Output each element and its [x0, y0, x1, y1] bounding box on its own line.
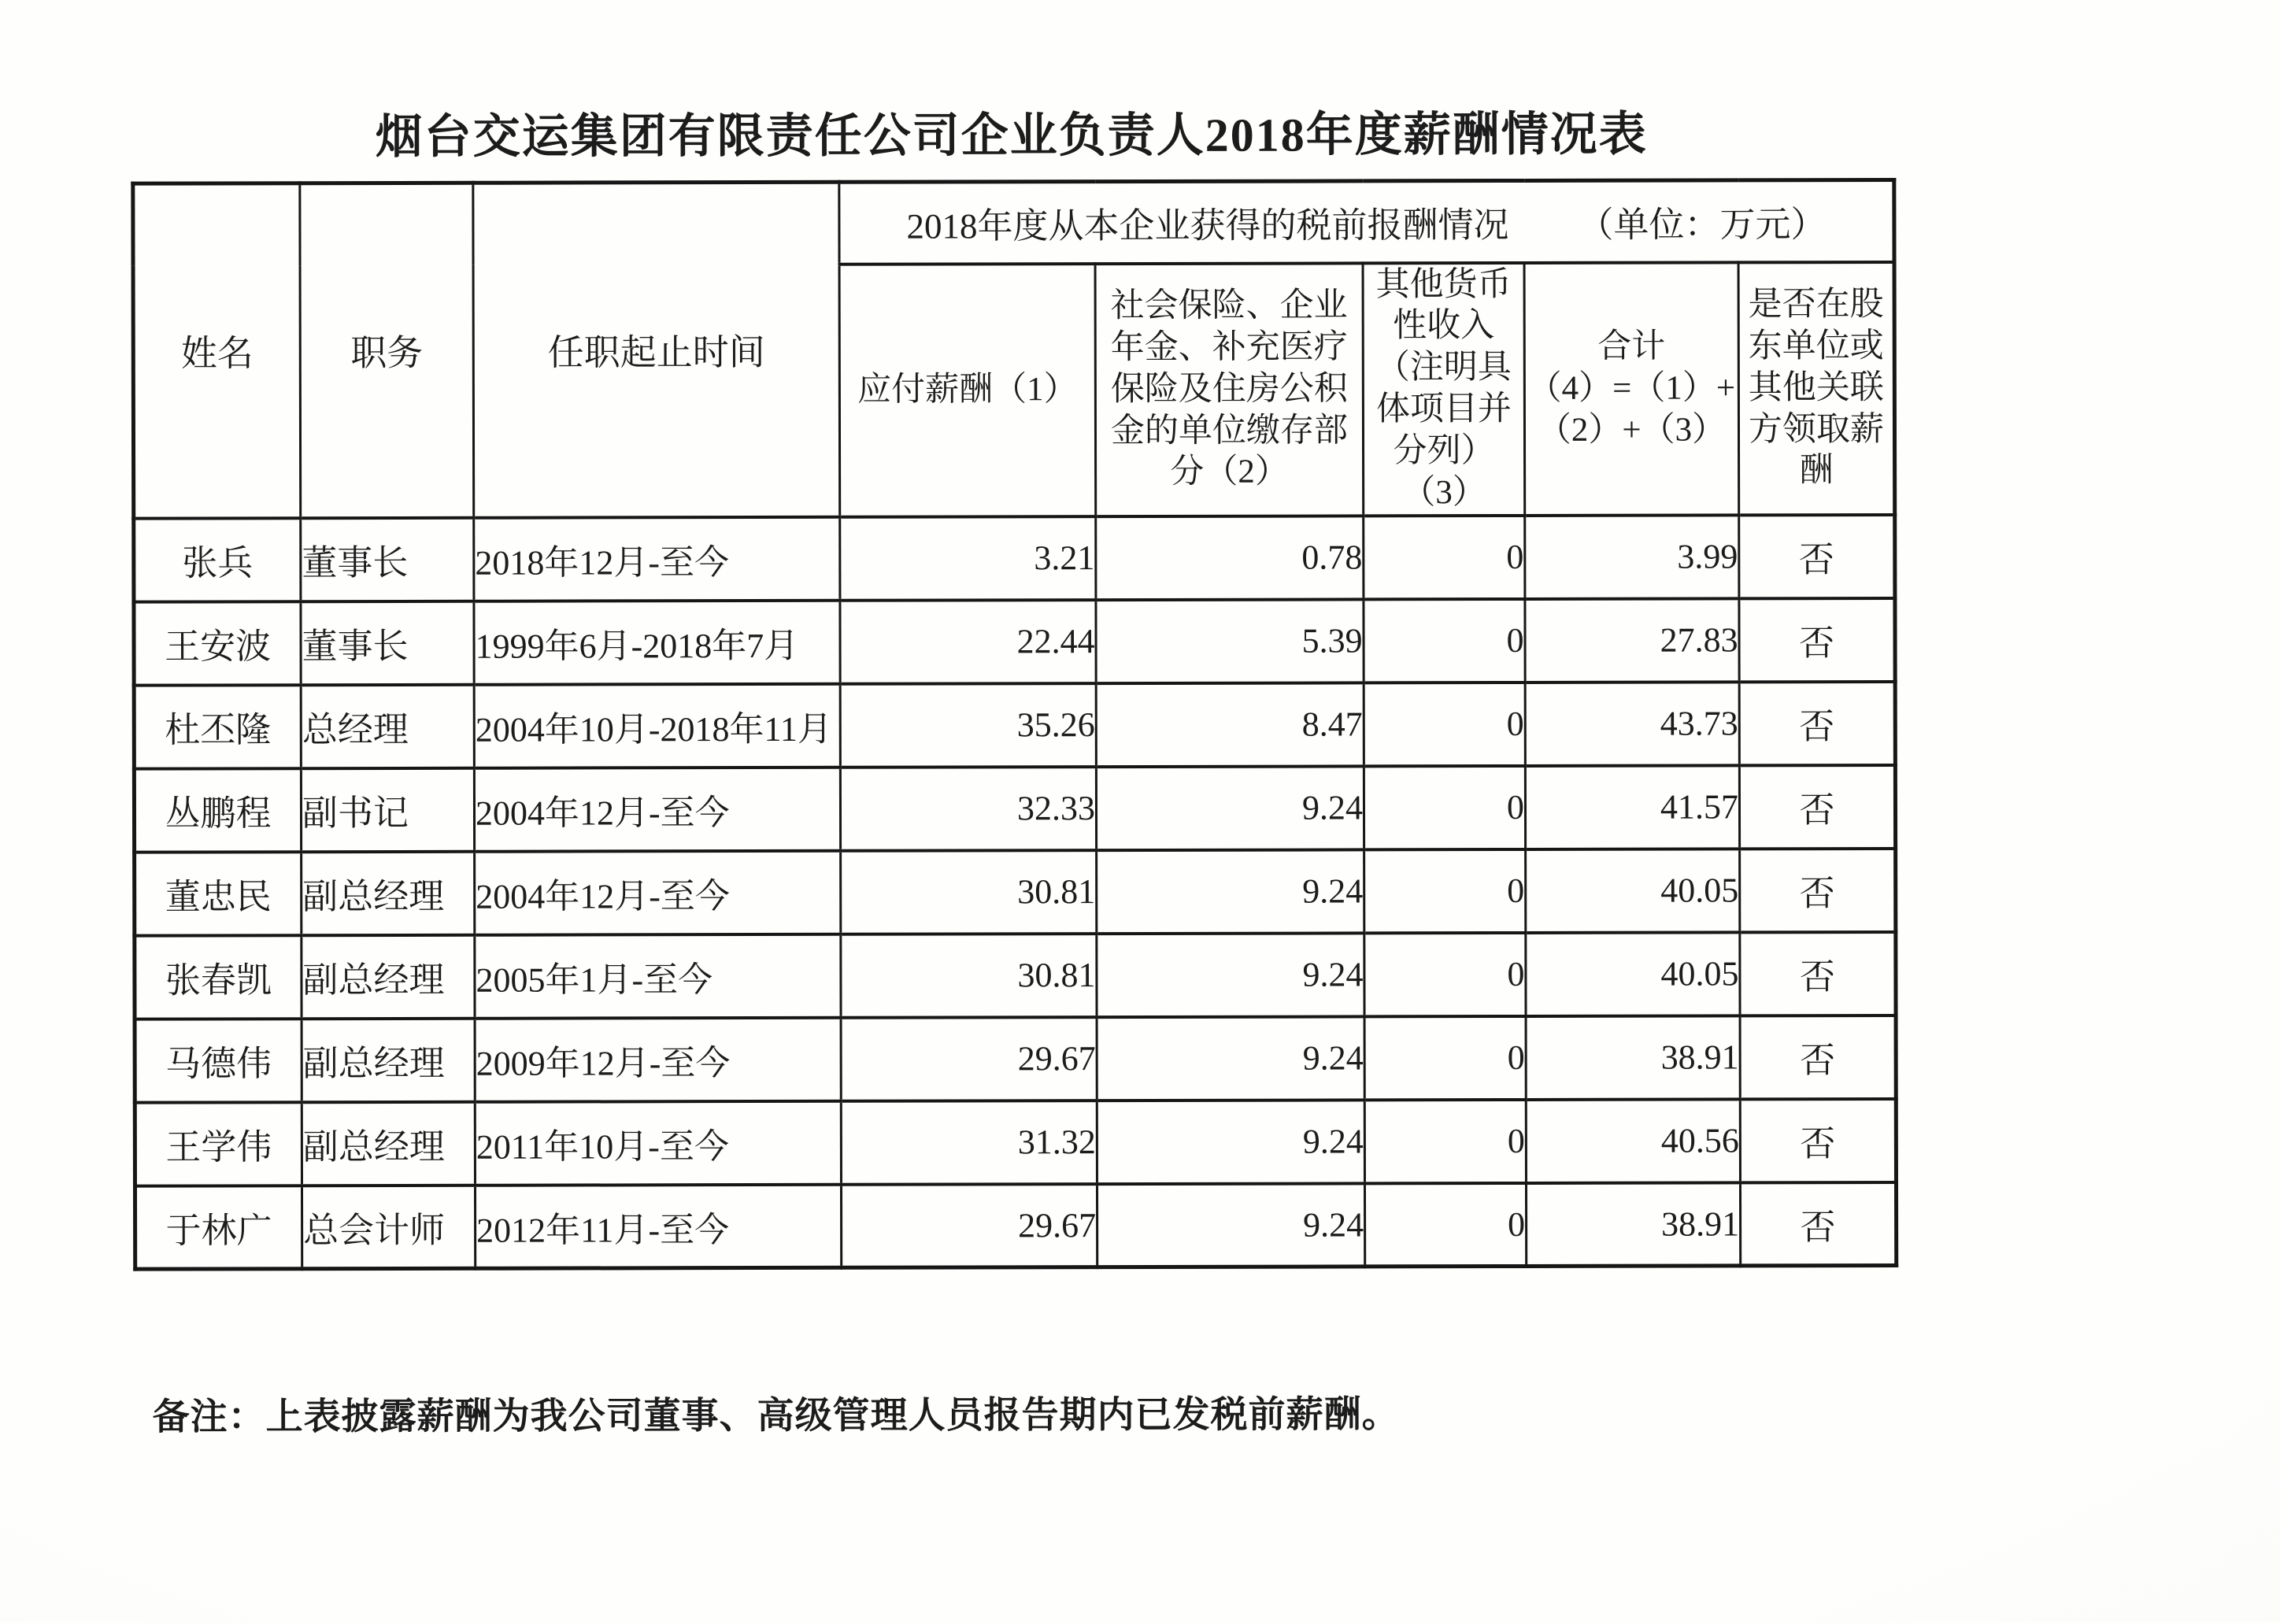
cell-total: 41.57 — [1525, 765, 1739, 849]
cell-insurance: 9.24 — [1097, 933, 1364, 1017]
table-row — [135, 1099, 1896, 1186]
cell-insurance: 9.24 — [1097, 849, 1364, 934]
cell-total: 43.73 — [1525, 682, 1739, 766]
table-row — [134, 515, 1895, 602]
table-row — [135, 849, 1896, 936]
col-header-other-monetary: 其他货币 性收入 （注明具 体项目并 分列） （3） — [1363, 262, 1525, 516]
cell-term: 2012年11月-至今 — [475, 1185, 841, 1269]
cell-name: 马德伟 — [135, 1019, 302, 1102]
cell-other: 0 — [1364, 849, 1526, 933]
cell-position: 副总经理 — [302, 935, 475, 1019]
cell-total: 38.91 — [1526, 1182, 1740, 1267]
cell-term: 1999年6月-2018年7月 — [474, 601, 840, 685]
cell-salary: 22.44 — [840, 600, 1096, 684]
cell-insurance: 9.24 — [1096, 766, 1364, 850]
col-header-position: 职务 — [300, 183, 474, 518]
cell-name: 王学伟 — [135, 1102, 302, 1186]
cell-related: 否 — [1740, 1015, 1896, 1099]
cell-position: 副书记 — [301, 768, 474, 852]
cell-term: 2018年12月-至今 — [474, 517, 840, 601]
cell-position: 董事长 — [301, 601, 474, 685]
cell-insurance: 0.78 — [1096, 516, 1364, 600]
table-row — [135, 1015, 1896, 1103]
cell-salary: 3.21 — [840, 516, 1096, 601]
cell-insurance: 9.24 — [1097, 1016, 1364, 1101]
cell-other: 0 — [1364, 516, 1525, 599]
cell-insurance: 9.24 — [1097, 1183, 1364, 1267]
salary-table — [131, 178, 1898, 1271]
header-row-group — [133, 179, 1894, 265]
cell-name: 于林广 — [135, 1186, 302, 1269]
cell-related: 否 — [1739, 598, 1895, 682]
group-title-text: 2018年度从本企业获得的税前报酬情况 — [906, 205, 1509, 246]
cell-related: 否 — [1739, 682, 1895, 765]
cell-term: 2004年10月-2018年11月 — [474, 684, 840, 768]
cell-term: 2005年1月-至今 — [475, 934, 841, 1019]
cell-insurance: 8.47 — [1096, 683, 1364, 767]
cell-total: 40.56 — [1526, 1099, 1740, 1183]
group-unit-text: （单位：万元） — [1578, 205, 1827, 246]
col-header-insurance-contrib: 社会保险、企业 年金、补充医疗 保险及住房公积 金的单位缴存部 分（2） — [1095, 263, 1364, 516]
cell-other: 0 — [1364, 1100, 1526, 1183]
cell-position: 总经理 — [301, 685, 474, 768]
cell-name: 董忠民 — [135, 852, 302, 935]
cell-term: 2004年12月-至今 — [475, 851, 841, 935]
table-row — [135, 1182, 1896, 1270]
cell-related: 否 — [1740, 932, 1896, 1015]
cell-related: 否 — [1739, 765, 1895, 849]
cell-salary: 29.67 — [841, 1184, 1097, 1268]
cell-related: 否 — [1740, 1099, 1896, 1182]
cell-term: 2009年12月-至今 — [475, 1018, 841, 1102]
cell-related: 否 — [1740, 1182, 1896, 1266]
col-header-salary-payable: 应付薪酬（1） — [839, 264, 1096, 517]
cell-other: 0 — [1364, 683, 1525, 766]
cell-total: 3.99 — [1525, 515, 1739, 599]
cell-salary: 31.32 — [841, 1101, 1097, 1185]
cell-total: 40.05 — [1526, 932, 1740, 1016]
cell-other: 0 — [1364, 766, 1525, 849]
cell-position: 副总经理 — [302, 852, 475, 935]
cell-other: 0 — [1364, 1016, 1526, 1100]
cell-salary: 35.26 — [840, 683, 1096, 768]
cell-insurance: 5.39 — [1096, 599, 1364, 683]
cell-position: 董事长 — [301, 518, 474, 601]
table-row — [134, 765, 1895, 853]
cell-salary: 29.67 — [841, 1017, 1097, 1101]
col-group-pretax-pay — [839, 179, 1894, 264]
cell-other: 0 — [1364, 599, 1525, 683]
cell-name: 丛鹏程 — [134, 768, 301, 852]
col-header-related-party-pay: 是否在股 东单位或 其他关联 方领取薪 酬 — [1738, 261, 1895, 515]
footnote: 备注：上表披露薪酬为我公司董事、高级管理人员报告期内已发税前薪酬。 — [152, 1394, 1400, 1438]
col-header-name: 姓名 — [133, 183, 301, 519]
cell-total: 38.91 — [1526, 1015, 1740, 1100]
cell-salary: 32.33 — [840, 767, 1096, 851]
cell-position: 总会计师 — [302, 1186, 475, 1269]
cell-salary: 30.81 — [841, 934, 1097, 1018]
page-title: 烟台交运集团有限责任公司企业负责人2018年度薪酬情况表 — [375, 108, 1648, 164]
cell-salary: 30.81 — [841, 850, 1097, 934]
cell-position: 副总经理 — [302, 1019, 475, 1102]
cell-term: 2004年12月-至今 — [474, 768, 840, 852]
cell-other: 0 — [1364, 933, 1526, 1016]
cell-position: 副总经理 — [302, 1102, 475, 1186]
col-header-term: 任职起止时间 — [473, 182, 840, 517]
cell-other: 0 — [1364, 1183, 1526, 1267]
table-row — [134, 682, 1895, 769]
cell-name: 王安波 — [134, 601, 301, 685]
cell-name: 张兵 — [134, 518, 301, 601]
cell-term: 2011年10月-至今 — [475, 1101, 841, 1186]
cell-total: 27.83 — [1525, 598, 1739, 683]
cell-related: 否 — [1739, 515, 1895, 598]
cell-related: 否 — [1740, 849, 1896, 932]
cell-name: 张春凯 — [135, 935, 302, 1019]
col-header-total: 合计 （4）=（1）+ （2）+（3） — [1524, 262, 1739, 516]
table-row — [135, 932, 1896, 1019]
table-row — [134, 598, 1895, 686]
cell-name: 杜丕隆 — [134, 685, 301, 768]
cell-total: 40.05 — [1526, 849, 1740, 933]
cell-insurance: 9.24 — [1097, 1100, 1364, 1184]
